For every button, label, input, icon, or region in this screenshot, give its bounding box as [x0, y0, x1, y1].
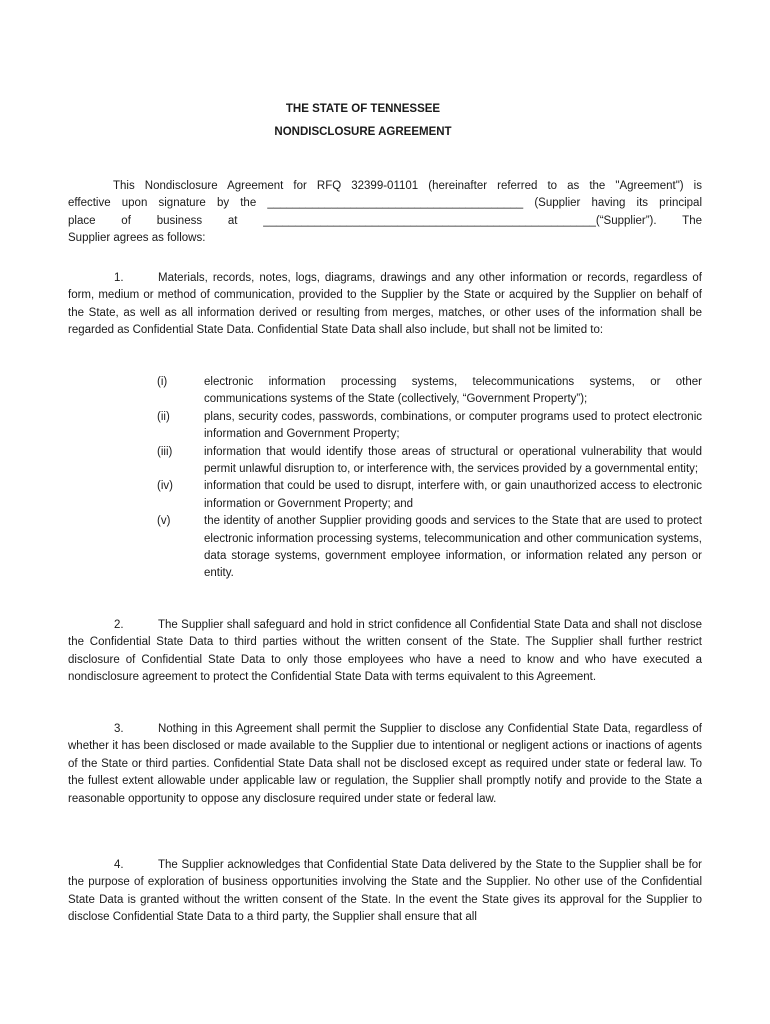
- paragraph-number: 2.: [114, 619, 124, 631]
- intro-line-4: Supplier agrees as follows:: [68, 232, 206, 245]
- confidential-data-list: [157, 374, 702, 583]
- intro-paragraph: [68, 178, 702, 248]
- list-item: [157, 513, 702, 583]
- list-item-numeral: (iv): [157, 480, 173, 493]
- paragraph-number: 3.: [114, 723, 124, 735]
- paragraph-number: 4.: [114, 859, 124, 871]
- intro-line-1: This Nondisclosure Agreement for RFQ 32399-01101 (hereinafter referred to as the "Agreement") is: [113, 180, 702, 192]
- list-item: [157, 478, 702, 513]
- list-item-text: electronic information processing systems, telecommunications systems, or other communications systems of the State (collectively, “Government Property”);: [204, 376, 702, 406]
- intro-line-3: place of business at ____________________________________________________(“Supplier”). The: [68, 214, 702, 227]
- list-item: [157, 409, 702, 444]
- list-item-text: plans, security codes, passwords, combinations, or computer programs used to protect electronic information and Government Property;: [204, 410, 702, 441]
- list-item: [157, 374, 702, 409]
- document-title-agreement: NONDISCLOSURE AGREEMENT: [274, 126, 452, 138]
- paragraph-4: [68, 857, 702, 927]
- paragraph-text: Materials, records, notes, logs, diagrams, drawings and any other information or records, regardless of form, medium or method of communication, provided to the Supplier by the State or acquired by the Supplier on behalf of the State, as well as all information derived or resulting from merges, matches, or other uses of the information shall be regarded as Confidential State Data. Confidential State Data shall also include, but shall not be limited to:: [68, 272, 702, 337]
- paragraph-text: The Supplier shall safeguard and hold in strict confidence all Confidential State Data and shall not disclose the Confidential State Data to third parties without the written consent of the State. The Supplier shall further restrict disclosure of Confidential State Data to only those employees who have a need to know and who have executed a nondisclosure agreement to protect the Confidential State Data with terms equivalent to this Agreement.: [68, 619, 702, 684]
- paragraph-text: The Supplier acknowledges that Confidential State Data delivered by the State to the Supplier shall be for the purpose of exploration of business opportunities involving the State and the Supplier. No other use of the Confidential State Data is granted without the written consent of the State. In the event the State gives its approval for the Supplier to disclose Confidential State Data to a third party, the Supplier shall ensure that all: [68, 859, 702, 924]
- list-item: [157, 444, 702, 479]
- list-item-numeral: (iii): [157, 445, 173, 458]
- list-item-numeral: (i): [157, 376, 168, 388]
- paragraph-2: [68, 617, 702, 687]
- paragraph-text: Nothing in this Agreement shall permit the Supplier to disclose any Confidential State Data, regardless of whether it has been disclosed or made available to the Supplier due to intentional or negligent actions or inactions of agents of the State or third parties. Confidential State Data shall not be disclosed except as required under state or federal law. To the fullest extent allowable under applicable law or regulation, the Supplier shall promptly notify and provide to the State a reasonable opportunity to oppose any disclosure required under state or federal law.: [68, 723, 702, 805]
- list-item-text: information that would identify those areas of structural or operational vulnerability that would permit unlawful disruption to, or interference with, the services provided by a governmental entity;: [204, 445, 702, 476]
- list-item-numeral: (ii): [157, 410, 170, 423]
- list-item-numeral: (v): [157, 515, 171, 528]
- paragraph-1: [68, 270, 702, 340]
- paragraph-3: [68, 721, 702, 808]
- document-title-state: THE STATE OF TENNESSEE: [285, 103, 441, 115]
- paragraph-number: 1.: [114, 272, 124, 284]
- list-item-text: the identity of another Supplier providing goods and services to the State that are used to protect electronic information processing systems, telecommunication and other communication systems, data storage systems, government employee information, or information related any person or entity.: [204, 515, 702, 580]
- intro-line-2: effective upon signature by the ________________________________________ (Supplier having its principal: [68, 197, 702, 210]
- list-item-text: information that could be used to disrupt, interfere with, or gain unauthorized access to electronic information or Government Property; and: [204, 480, 702, 510]
